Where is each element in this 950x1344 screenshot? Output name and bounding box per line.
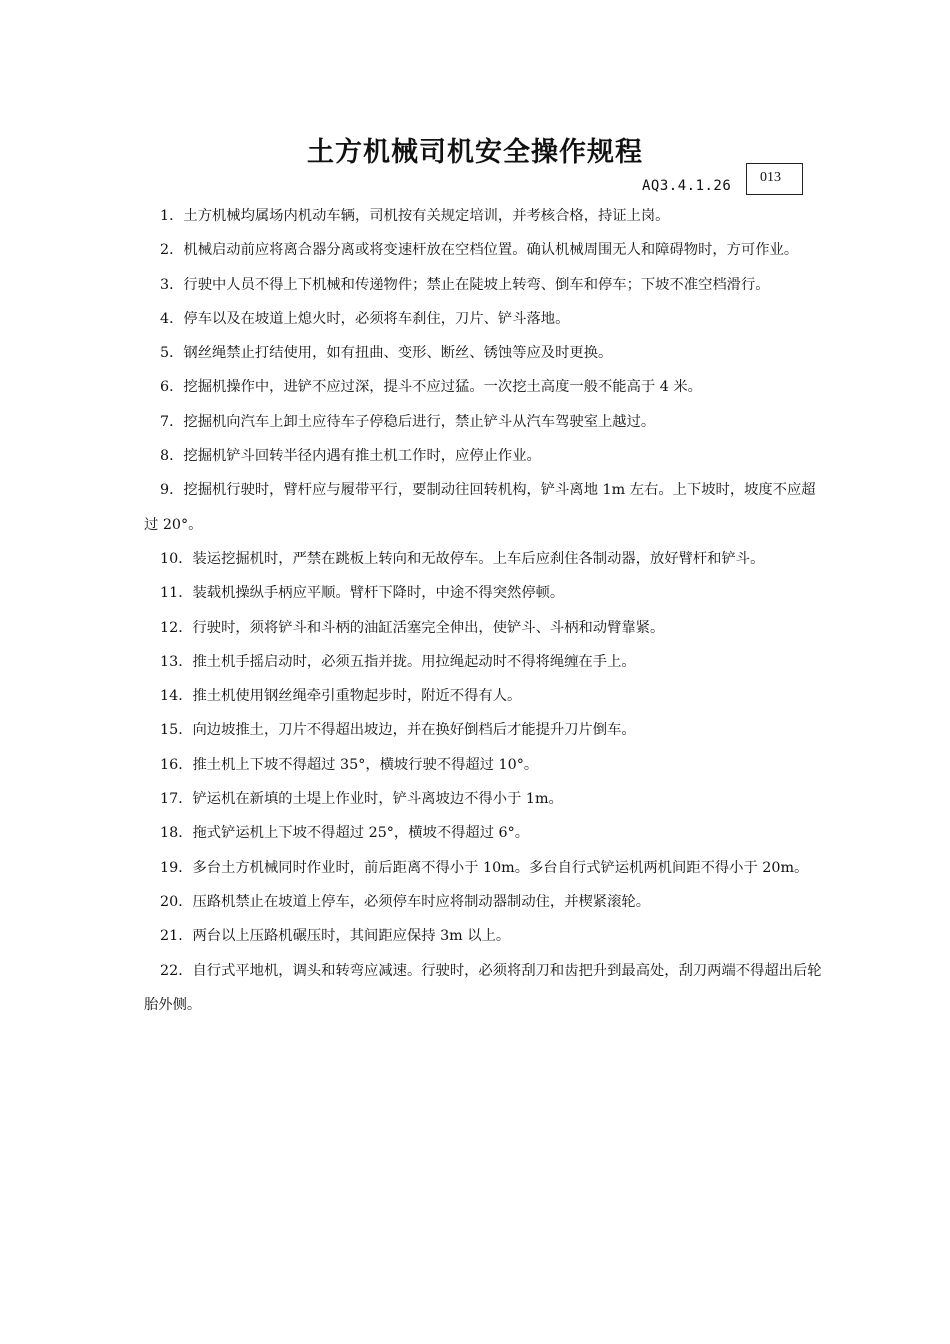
rule-item: 11．装载机操纵手柄应平顺。臂杆下降时，中途不得突然停顿。 (160, 585, 565, 602)
rules-list (144, 199, 824, 1022)
rule-item: 1．土方机械均属场内机动车辆，司机按有关规定培训，并考核合格，持证上岗。 (160, 208, 670, 224)
rule-item: 20．压路机禁止在坡道上停车，必须停车时应将制动器制动住，并楔紧滚轮。 (160, 893, 650, 910)
rule-item: 9．挖掘机行驶时，臂杆应与履带平行，要制动往回转机构，铲斗离地 1m 左右。上下坡时，坡度不应超过 20°。 (144, 482, 816, 533)
rule-item: 3．行驶中人员不得上下机械和传递物件；禁止在陡坡上转弯、倒车和停车；下坡不准空档滑行。 (160, 276, 770, 293)
rule-item: 21．两台以上压路机碾压时，其间距应保持 3m 以上。 (160, 928, 511, 945)
rule-item: 18．拖式铲运机上下坡不得超过 25°，横坡不得超过 6°。 (160, 825, 530, 842)
rule-item: 13．推土机手摇启动时，必须五指并拢。用拉绳起动时不得将绳缠在手上。 (160, 653, 636, 670)
rule-item: 12．行驶时，须将铲斗和斗柄的油缸活塞完全伸出，使铲斗、斗柄和动臂靠紧。 (160, 619, 665, 636)
rule-item: 8．挖掘机铲斗回转半径内遇有推土机工作时，应停止作业。 (160, 448, 541, 465)
rule-item: 6．挖掘机操作中，进铲不应过深，提斗不应过猛。一次挖土高度一般不能高于 4 米。 (160, 379, 702, 396)
rule-item: 5．钢丝绳禁止打结使用，如有扭曲、变形、断丝、锈蚀等应及时更换。 (160, 345, 613, 362)
document-title: 土方机械司机安全操作规程 (307, 137, 643, 168)
document-number-box: 013 (746, 163, 803, 195)
rule-item: 15．向边坡推土，刀片不得超出坡边，并在换好倒档后才能提升刀片倒车。 (160, 722, 636, 739)
document-code: AQ3.4.1.26 (642, 178, 732, 194)
rule-item: 10．装运挖掘机时，严禁在跳板上转向和无故停车。上车后应刹住各制动器，放好臂杆和铲斗。 (160, 550, 765, 567)
rule-item: 2．机械启动前应将离合器分离或将变速杆放在空档位置。确认机械周围无人和障碍物时，方可作业。 (160, 242, 799, 259)
rule-item: 7．挖掘机向汽车上卸土应待车子停稳后进行，禁止铲斗从汽车驾驶室上越过。 (160, 413, 656, 430)
rule-item: 22．自行式平地机，调头和转弯应减速。行驶时，必须将刮刀和齿把升到最高处，刮刀两端不得超出后轮胎外侧。 (144, 962, 822, 1013)
rule-item: 4．停车以及在坡道上熄火时，必须将车刹住，刀片、铲斗落地。 (160, 310, 570, 327)
rule-item: 16．推土机上下坡不得超过 35°，横坡行驶不得超过 10°。 (160, 756, 539, 773)
rule-item: 17．铲运机在新填的土堤上作业时，铲斗离坡边不得小于 1m。 (160, 791, 563, 808)
rule-item: 14．推土机使用钢丝绳牵引重物起步时，附近不得有人。 (160, 688, 522, 705)
rule-item: 19．多台土方机械同时作业时，前后距离不得小于 10m。多台自行式铲运机两机间距不得小于 20m。 (160, 859, 809, 876)
